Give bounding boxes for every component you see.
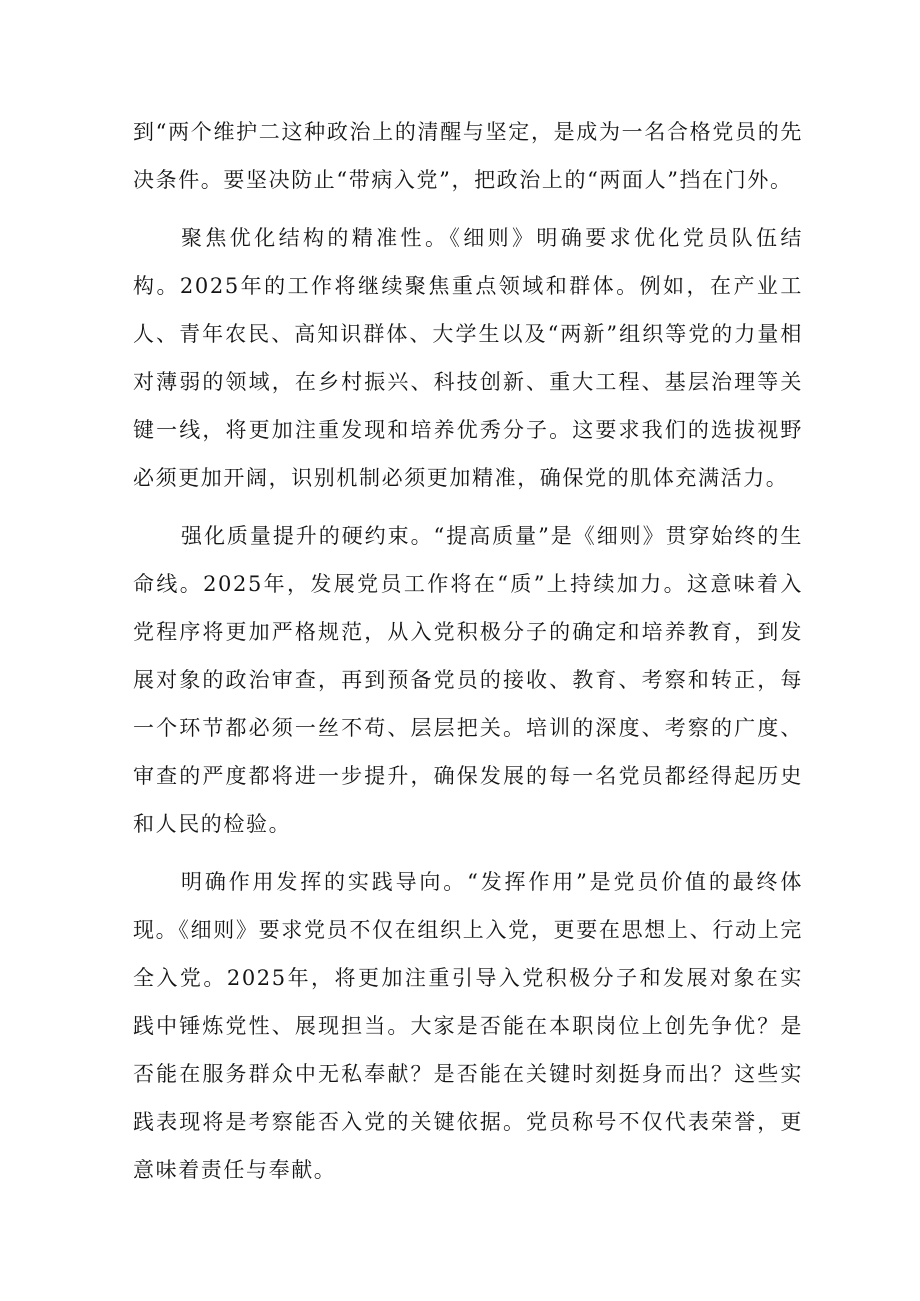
paragraph-optimize-structure: 聚焦优化结构的精准性。《细则》明确要求优化党员队伍结构。2025年的工作将继续聚焦重点领域和群体。例如，在产业工人、青年农民、高知识群体、大学生以及“两新”组织等党的力量相对薄弱的领域，在乡村振兴、科技创新、重大工程、基层治理等关键一线，将更加注重发现和培养优秀分子。这要求我们的选拔视野必须更加开阔，识别机制必须更加精准，确保党的肌体充满活力。 xyxy=(133,226,803,490)
document-body xyxy=(133,108,803,1204)
paragraph-quality-constraint: 强化质量提升的硬约束。“提高质量”是《细则》贯穿始终的生命线。2025年，发展党员工作将在“质”上持续加力。这意味着入党程序将更加严格规范，从入党积极分子的确定和培养教育，到发展对象的政治审查，再到预备党员的接收、教育、考察和转正，每一个环节都必须一丝不苟、层层把关。培训的深度、考察的广度、审查的严度都将进一步提升，确保发展的每一名党员都经得起历史和人民的检验。 xyxy=(133,524,803,836)
paragraph-continuation: 到“两个维护二这种政治上的清醒与坚定，是成为一名合格党员的先决条件。要坚决防止“带病入党”，把政治上的“两面人”挡在门外。 xyxy=(133,120,803,192)
paragraph-practice-orientation: 明确作用发挥的实践导向。“发挥作用”是党员价值的最终体现。《细则》要求党员不仅在组织上入党，更要在思想上、行动上完全入党。2025年，将更加注重引导入党积极分子和发展对象在实践中锤炼党性、展现担当。大家是否能在本职岗位上创先争优？是否能在服务群众中无私奉献？是否能在关键时刻挺身而出？这些实践表现将是考察能否入党的关键依据。党员称号不仅代表荣誉，更意味着责任与奉献。 xyxy=(133,870,803,1182)
